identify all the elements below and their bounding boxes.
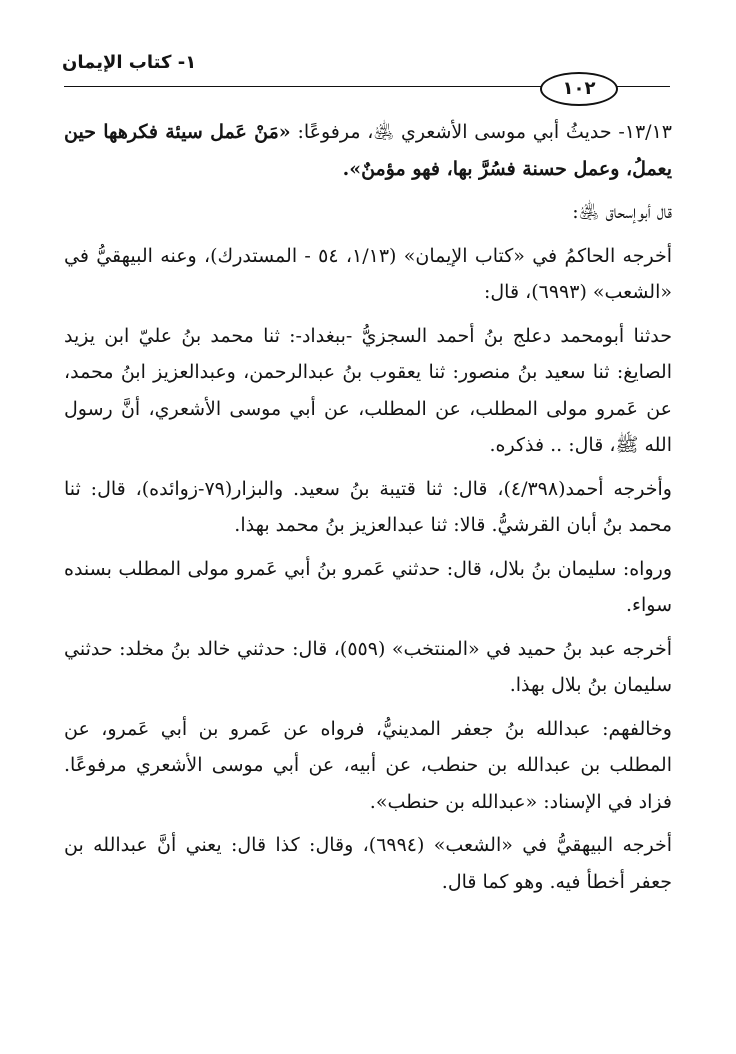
hadith-text: «مَنْ عَمل سيئة فكرهها حين يعملُ، وعمل حسنة فسُرَّ بها، فهو مؤمنٌ». (64, 121, 672, 180)
hadith-intro: ١٣/١٣- حديثُ أبي موسى الأشعري ﵁، مرفوعًا: (290, 121, 672, 143)
page-body (64, 114, 672, 907)
author-line: قال أبوإسحاق ﵁: (572, 201, 672, 223)
narration-paragraph: ورواه: سليمان بنُ بلال، قال: حدثني عَمرو بنُ أبي عَمرو مولى المطلب بسنده سواء. (64, 557, 672, 616)
isnad-paragraph: حدثنا أبومحمد دعلج بنُ أحمد السجزيُّ -ببغداد-: ثنا محمد بنُ عليّ ابن يزيد الصايغ: ثنا سعيد بنُ منصور: ثنا يعقوب بنُ عبدالرحمن، وعبدالعزيز ابنُ محمد، عن عَمرو مولى المطلب، عن المطلب، عن أبي موسى الأشعري، أنَّ رسول الله ﷺ، قال: .. فذكره. (64, 324, 673, 456)
takhrij-paragraph: أخرجه البيهقيُّ في «الشعب» (٦٩٩٤)، وقال: كذا قال: يعني أنَّ عبدالله بن جعفر أخطأ فيه. وهو كما قال. (64, 834, 672, 893)
chapter-title: ١- كتاب الإيمان (62, 52, 197, 73)
takhrij-paragraph: أخرجه عبد بنُ حميد في «المنتخب» (٥٥٩)، قال: حدثني خالد بنُ مخلد: حدثني سليمان بنُ بلال بهذا. (64, 637, 672, 696)
narration-paragraph: وخالفهم: عبدالله بنُ جعفر المدينيُّ، فرواه عن عَمرو بن أبي عَمرو، عن المطلب بن عبدالله بن حنطب، عن أبيه، عن أبي موسى الأشعري مرفوعًا. فزاد في الإسناد: «عبدالله بن حنطب». (64, 717, 672, 813)
takhrij-paragraph: وأخرجه أحمد(٤/٣٩٨)، قال: ثنا قتيبة بنُ سعيد. والبزار(٧٩-زوائده)، قال: ثنا محمد بنُ أبان القرشيُّ. قالا: ثنا عبدالعزيز بنُ محمد بهذا. (64, 477, 672, 536)
page-number: ١٠٢ (540, 72, 618, 106)
hadith-paragraph (64, 114, 672, 187)
takhrij-paragraph: أخرجه الحاكمُ في «كتاب الإيمان» (١/١٣، ٥٤ - المستدرك)، وعنه البيهقيُّ في «الشعب» (٦٩٩٣)، قال: (64, 244, 672, 303)
